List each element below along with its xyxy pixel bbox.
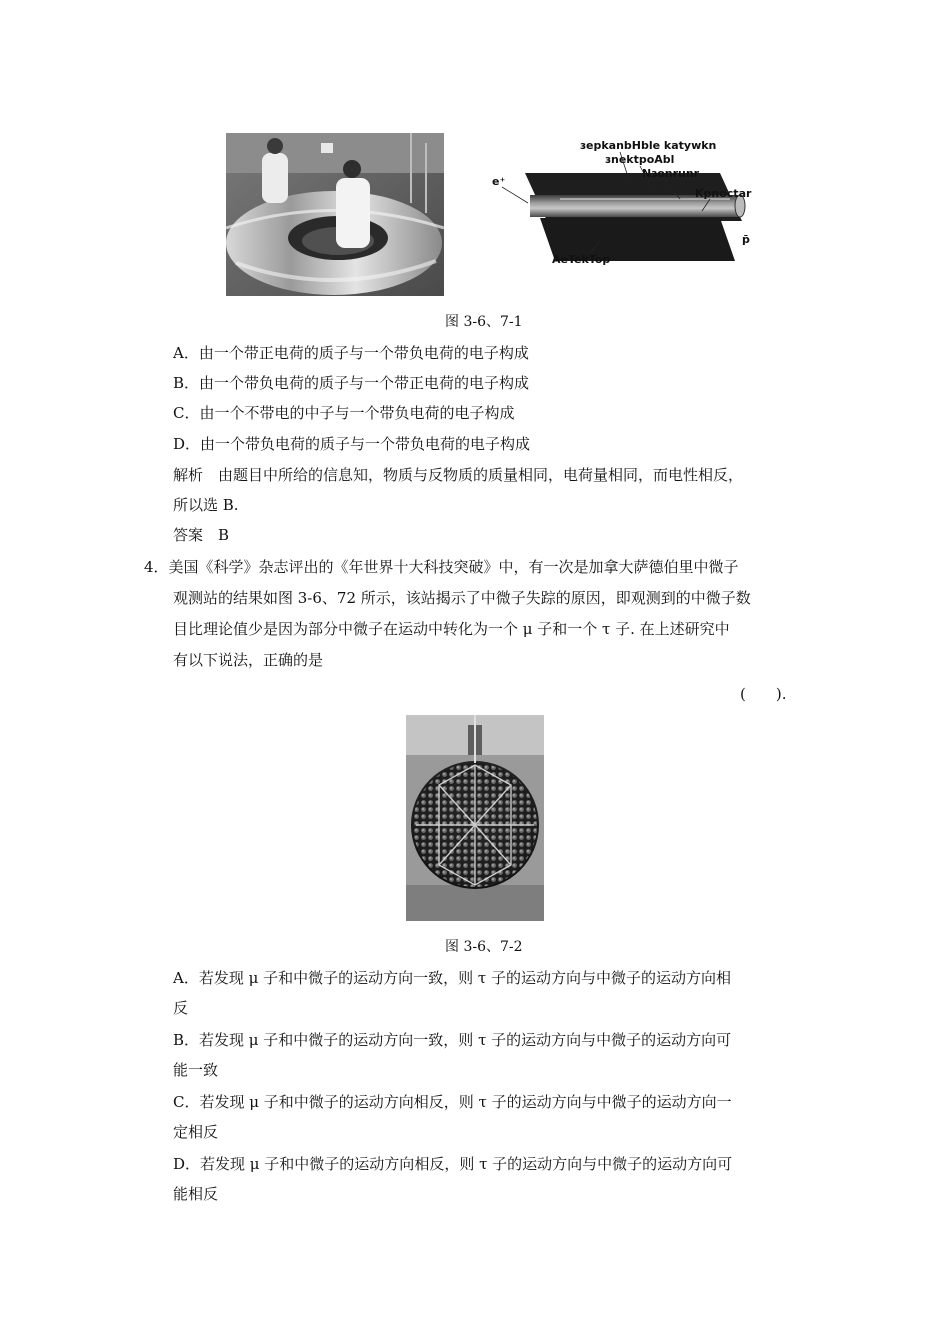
- q4-stem-line-1: 4．美国《科学》杂志评出的《年世界十大科技突破》中，有一次是加拿大萨德伯里中微子: [144, 558, 739, 576]
- figure-1-caption: 图 3-6、7-1: [445, 314, 523, 330]
- figure-2-caption: 图 3-6、7-2: [445, 939, 523, 955]
- label-eplus: e⁺: [492, 175, 506, 188]
- q4-option-d-cont: 能相反: [173, 1185, 219, 1203]
- label-top3: Nɜonrunr: [642, 167, 700, 180]
- q3-option-a: A．由一个带正电荷的质子与一个带负电荷的电子构成: [173, 344, 529, 362]
- q4-stem-line-2: 观测站的结果如图 3-6、72 所示，该站揭示了中微子失踪的原因，即观测到的中微子数: [173, 589, 751, 607]
- q4-option-c: C．若发现 μ 子和中微子的运动方向相反，则 τ 子的运动方向与中微子的运动方向一: [173, 1093, 732, 1111]
- label-right: Kpnoctar: [695, 187, 752, 200]
- q3-option-d: D．由一个带负电荷的质子与一个带负电荷的电子构成: [173, 435, 531, 453]
- detector-photo: [406, 715, 544, 921]
- q4-option-a: A．若发现 μ 子和中微子的运动方向一致，则 τ 子的运动方向与中微子的运动方向相: [173, 969, 731, 987]
- label-bottom: AeTekTop: [552, 253, 611, 266]
- q4-stem-line-3: 目比理论值少是因为部分中微子在运动中转化为一个 μ 子和一个 τ 子. 在上述研究中: [173, 620, 730, 638]
- q3-analysis: 解析 由题目中所给的信息知，物质与反物质的质量相同，电荷量相同，而电性相反，: [173, 466, 744, 484]
- label-pbar: p̄: [742, 233, 750, 246]
- q3-answer: 答案 B: [173, 526, 230, 544]
- label-top1: ɜepkanbHble katywkn: [580, 139, 717, 152]
- lab-photo: [226, 133, 444, 296]
- trap-diagram: [480, 133, 770, 273]
- q4-option-b-cont: 能一致: [173, 1061, 219, 1079]
- q4-stem-line-4: 有以下说法，正确的是: [173, 651, 324, 669]
- q4-option-a-cont: 反: [173, 999, 189, 1017]
- q3-analysis-cont: 所以选 B.: [173, 496, 239, 514]
- q3-option-b: B．由一个带负电荷的质子与一个带正电荷的电子构成: [173, 374, 530, 392]
- q4-option-b: B．若发现 μ 子和中微子的运动方向一致，则 τ 子的运动方向与中微子的运动方向可: [173, 1031, 732, 1049]
- q4-option-c-cont: 定相反: [173, 1123, 219, 1141]
- q4-option-d: D．若发现 μ 子和中微子的运动方向相反，则 τ 子的运动方向与中微子的运动方向可: [173, 1155, 733, 1173]
- answer-blank: ( ).: [740, 685, 787, 703]
- q3-option-c: C．由一个不带电的中子与一个带负电荷的电子构成: [173, 404, 515, 422]
- label-top2: ɜnektpoAbl: [605, 153, 675, 166]
